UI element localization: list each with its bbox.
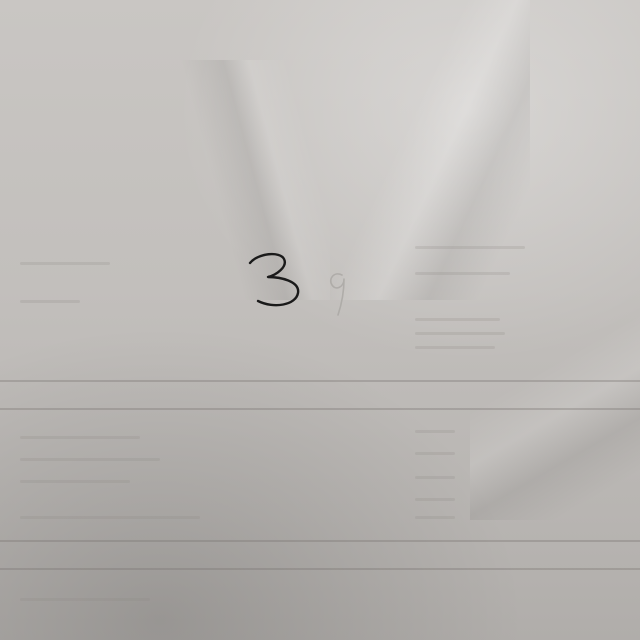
handwritten-number-strokes: [240, 245, 370, 325]
bleed-through-rule: [0, 540, 640, 542]
bleed-through-rule: [0, 568, 640, 570]
bleed-through-text: [415, 476, 455, 479]
bleed-through-text: [415, 430, 455, 433]
bleed-through-text: [415, 452, 455, 455]
bleed-through-rule: [0, 408, 640, 410]
bleed-through-text: [20, 262, 110, 265]
bleed-through-text: [20, 458, 160, 461]
bleed-through-text: [415, 332, 505, 335]
bleed-through-text: [20, 436, 140, 439]
handwritten-number: [240, 245, 370, 325]
bleed-through-text: [415, 318, 500, 321]
bleed-through-text: [415, 498, 455, 501]
bleed-through-text: [20, 480, 130, 483]
bleed-through-rule: [0, 380, 640, 382]
bleed-through-text: [415, 516, 455, 519]
bleed-through-text: [415, 246, 525, 249]
handwritten-digit-three: [250, 254, 298, 305]
bleed-through-text: [20, 516, 200, 519]
bleed-through-text: [415, 346, 495, 349]
bleed-through-text: [20, 598, 150, 601]
bleed-through-text: [415, 272, 510, 275]
handwritten-digit-nine: [331, 274, 344, 315]
bleed-through-text: [20, 300, 80, 303]
